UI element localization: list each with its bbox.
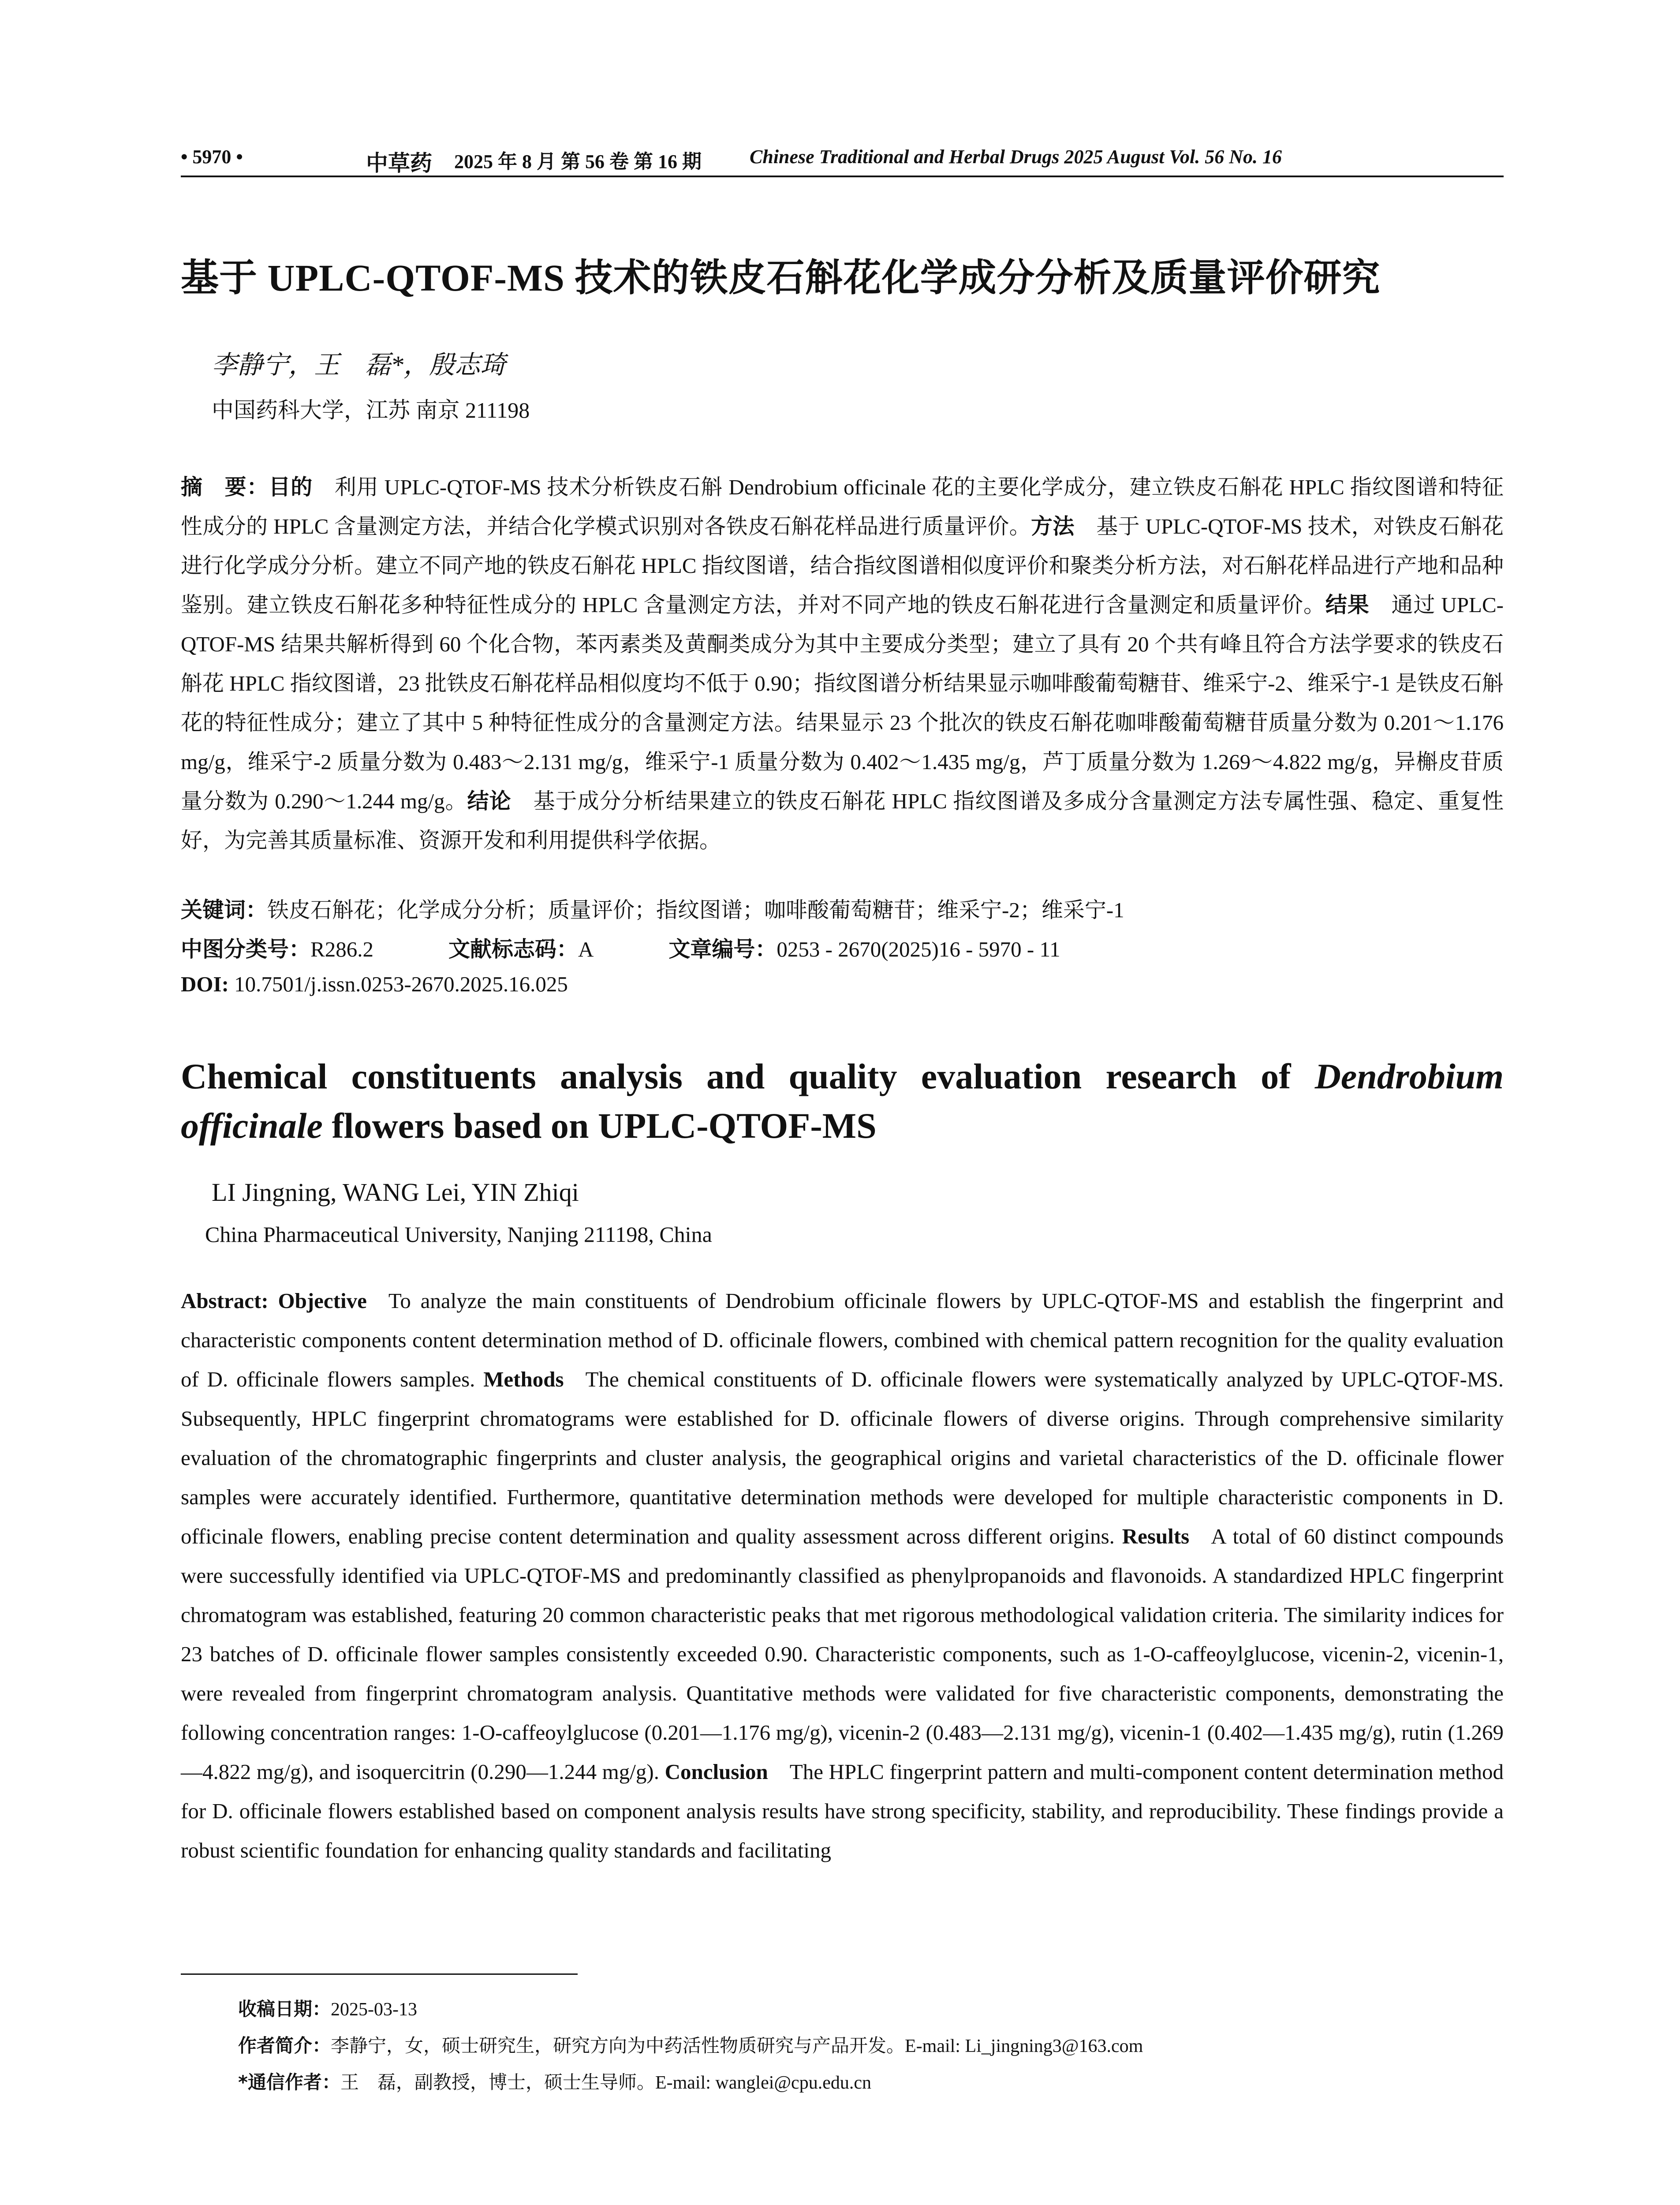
conclusion-label-en: Conclusion	[665, 1760, 768, 1784]
results-text-cn: 通过 UPLC-QTOF-MS 结果共解析得到 60 个化合物，苯丙素类及黄酮类成分为其中主要成分类型；建立了具有 20 个共有峰且符合方法学要求的铁皮石斛花 HPLC 指纹图谱，23 批铁皮石斛花样品相似度均不低于 0.90；指纹图谱分析结果显示咖啡酸葡萄糖苷、维采宁-2、维采宁-1 是铁皮石斛花的特征性成分；建立了其中 5 种特征性成分的含量测定方法。结果显示 23 个批次的铁皮石斛花咖啡酸葡萄糖苷质量分数为 0.201～1.176 mg/g，维采宁-2 质量分数为 0.483～2.131 mg/g，维采宁-1 质量分数为 0.402～1.435 mg/g，芦丁质量分数为 1.269～4.822 mg/g，异槲皮苷质量分数为 0.290～1.244 mg/g。	[181, 593, 1504, 813]
results-label-cn: 结果	[1325, 592, 1370, 617]
results-text-en: A total of 60 distinct compounds were successfully identified via UPLC-QTOF-MS and predominantly classified as phenylpropanoids and flavonoids. A standardized HPLC fingerprint chromatogram was established, featuring 20 common characteristic peaks that met rigorous methodological validation criteria. The similarity indices for 23 batches of D. officinale flower samples consistently exceeded 0.90. Characteristic components, such as 1-O-caffeoylglucose, vicenin-2, vicenin-1, were revealed from fingerprint chromatogram analysis. Quantitative methods were validated for five characteristic components, demonstrating the following concentration ranges: 1-O-caffeoylglucose (0.201—1.176 mg/g), vicenin-2 (0.483—2.131 mg/g), vicenin-1 (0.402—1.435 mg/g), rutin (1.269—4.822 mg/g), and isoquercitrin (0.290—1.244 mg/g).	[181, 1524, 1504, 1784]
abstract-en	[181, 1281, 1504, 1870]
objective-text-en: To analyze the main constituents of Dendrobium officinale flowers by UPLC-QTOF-MS and establish the fingerprint and characteristic components content determination method of D. officinale flowers, combined with chemical pattern recognition for the quality evaluation of D. officinale flowers samples.	[181, 1289, 1504, 1391]
abstract-objective-label-en: Abstract: Objective	[181, 1289, 367, 1313]
received-value: 2025-03-13	[331, 1999, 417, 2020]
page-number: • 5970 •	[181, 146, 243, 168]
results-label-en: Results	[1122, 1524, 1190, 1548]
article-title-cn: 基于 UPLC-QTOF-MS 技术的铁皮石斛花化学成分分析及质量评价研究	[181, 257, 1381, 299]
corresponding-value: 王 磊，副教授，博士，硕士生导师。E-mail: wanglei@cpu.edu.cn	[340, 2073, 871, 2093]
article-no-label: 文章编号：	[668, 937, 777, 962]
keywords-text: 铁皮石斛花；化学成分分析；质量评价；指纹图谱；咖啡酸葡萄糖苷；维采宁-2；维采宁-1	[267, 898, 1124, 922]
methods-text-cn: 基于 UPLC-QTOF-MS 技术，对铁皮石斛花进行化学成分分析。建立不同产地的铁皮石斛花 HPLC 指纹图谱，结合指纹图谱相似度评价和聚类分析方法，对石斛花样品进行产地和品种鉴别。建立铁皮石斛花多种特征性成分的 HPLC 含量测定方法，并对不同产地的铁皮石斛花进行含量测定和质量评价。	[181, 514, 1504, 617]
received-label: 收稿日期：	[238, 1998, 331, 2020]
methods-label-cn: 方法	[1031, 514, 1075, 539]
article-title-en	[181, 1052, 1504, 1151]
classification-line	[181, 932, 1504, 963]
header-rule	[181, 176, 1504, 177]
doi-line	[181, 972, 1504, 997]
abstract-cn	[181, 467, 1504, 860]
conclusion-label-cn: 结论	[467, 789, 511, 814]
doc-code-label: 文献标志码：	[448, 937, 578, 962]
footnotes	[238, 1991, 1504, 2101]
issue-info-cn: 2025 年 8 月 第 56 卷 第 16 期	[454, 151, 702, 172]
abstract-label-cn: 摘 要：	[181, 475, 269, 500]
footnote-rule	[181, 1973, 578, 1975]
doi-label: DOI:	[181, 972, 229, 996]
running-header	[181, 146, 1504, 176]
corresponding-label: *通信作者：	[238, 2071, 340, 2093]
objective-text-cn: 利用 UPLC-QTOF-MS 技术分析铁皮石斛 Dendrobium officinale 花的主要化学成分，建立铁皮石斛花 HPLC 指纹图谱和特征性成分的 HPLC 含量测定方法，并结合化学模式识别对各铁皮石斛花样品进行质量评价。	[181, 475, 1504, 538]
footnote-author	[238, 2028, 1504, 2064]
doc-code-value: A	[578, 937, 594, 961]
journal-name-cn: 中草药	[366, 150, 432, 176]
keywords-label: 关键词：	[181, 897, 268, 923]
doi-value[interactable]: 10.7501/j.issn.0253-2670.2025.16.025	[234, 972, 568, 996]
methods-text-en: The chemical constituents of D. officinale flowers were systematically analyzed by UPLC-QTOF-MS. Subsequently, HPLC fingerprint chromatograms were established for D. officinale flowers of diverse origins. Through comprehensive similarity evaluation of the chromatographic fingerprints and cluster analysis, the geographical origins and varietal characteristics of the D. officinale flower samples were accurately identified. Furthermore, quantitative determination methods were developed for multiple characteristic components in D. officinale flowers, enabling precise content determination and quality assessment across different origins.	[181, 1367, 1504, 1548]
methods-label-en: Methods	[483, 1367, 564, 1391]
objective-label-cn: 目的	[269, 475, 313, 500]
conclusion-text-en: The HPLC fingerprint pattern and multi-component content determination method for D. officinale flowers established based on component analysis results have strong specificity, stability, and reproducibility. These findings provide a robust scientific foundation for enhancing quality standards and facilitating	[181, 1760, 1504, 1862]
author-bio-label: 作者简介：	[238, 2035, 331, 2056]
author-bio-value: 李静宁，女，硕士研究生，研究方向为中药活性物质研究与产品开发。E-mail: Li_jingning3@163.com	[331, 2036, 1143, 2056]
keywords-line	[181, 893, 1504, 924]
article-no-value: 0253 - 2670(2025)16 - 5970 - 11	[777, 937, 1060, 961]
conclusion-text-cn: 基于成分分析结果建立的铁皮石斛花 HPLC 指纹图谱及多成分含量测定方法专属性强、稳定、重复性好，为完善其质量标准、资源开发和利用提供科学依据。	[181, 789, 1504, 852]
title-en-species: Dendrobium officinale	[181, 1056, 1504, 1146]
clc-label: 中图分类号：	[181, 937, 311, 962]
affiliation-cn: 中国药科大学，江苏 南京 211198	[212, 398, 530, 422]
affiliation-en: China Pharmaceutical University, Nanjing 211198, China	[205, 1222, 712, 1247]
footnote-corresponding	[238, 2064, 1504, 2101]
footnote-received	[238, 1991, 1504, 2028]
authors-cn: 李静宁，王 磊*，殷志琦	[212, 351, 506, 379]
title-en-part1: Chemical constituents analysis and quality evaluation research of	[181, 1056, 1315, 1096]
authors-en: LI Jingning, WANG Lei, YIN Zhiqi	[212, 1178, 579, 1207]
journal-name-en: Chinese Traditional and Herbal Drugs 2025 August Vol. 56 No. 16	[750, 146, 1282, 168]
title-en-part2: flowers based on UPLC-QTOF-MS	[322, 1106, 877, 1146]
clc-value: R286.2	[310, 937, 373, 961]
